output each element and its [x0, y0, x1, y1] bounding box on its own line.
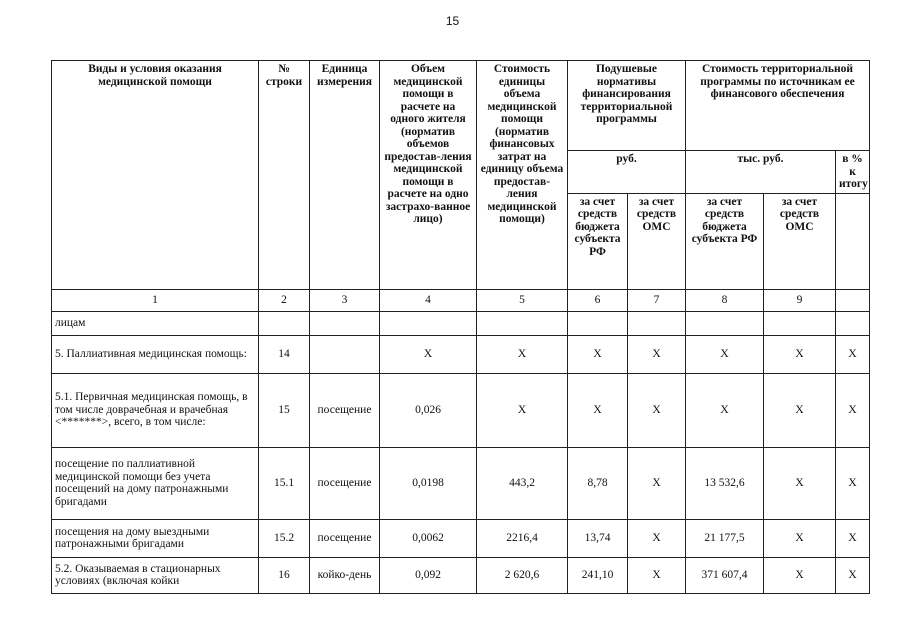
row-unit: посещение: [310, 447, 380, 519]
row-number: 14: [259, 335, 310, 373]
row-c8: X: [764, 557, 836, 593]
table-row: [52, 373, 870, 447]
row-c8: X: [764, 447, 836, 519]
row-c7: 21 177,5: [686, 519, 764, 557]
col-number: 4: [380, 289, 477, 311]
header-oms-rub: за счет средств ОМС: [628, 193, 686, 289]
row-unit: [310, 335, 380, 373]
row-c8: X: [764, 519, 836, 557]
row-number: [259, 311, 310, 335]
row-unit: [310, 311, 380, 335]
row-c7: 371 607,4: [686, 557, 764, 593]
row-cost: [477, 311, 568, 335]
header-program-cost: Стоимость территориальной программы по источникам ее финансового обеспечения: [686, 61, 870, 151]
header-volume: Объем медицинской помощи в расчете на одного жителя (норматив объемов предостав-ления медицинской помощи в расчете на одно застрахо-ванное лицо): [380, 61, 477, 290]
row-cost: X: [477, 335, 568, 373]
header-unit-cost: Стоимость единицы объема медицинской помощи (норматив финансовых затрат на единицу объема предостав-ления медицинской помощи): [477, 61, 568, 290]
col-number: 7: [628, 289, 686, 311]
col-number: 9: [764, 289, 836, 311]
row-c6: X: [628, 373, 686, 447]
header-percent: в % к итогу: [836, 151, 870, 194]
row-volume: 0,0198: [380, 447, 477, 519]
row-number: 16: [259, 557, 310, 593]
row-number: 15.2: [259, 519, 310, 557]
header-rub: руб.: [568, 151, 686, 194]
col-number: 8: [686, 289, 764, 311]
row-name: 5.2. Оказываемая в стационарных условиях (включая койки: [52, 557, 259, 593]
row-c6: X: [628, 519, 686, 557]
col-number: [836, 289, 870, 311]
row-c8: [764, 311, 836, 335]
row-c9: X: [836, 557, 870, 593]
header-thousand-rub: тыс. руб.: [686, 151, 836, 194]
row-c6: [628, 311, 686, 335]
row-c6: X: [628, 335, 686, 373]
row-c7: [686, 311, 764, 335]
header-row-1: [52, 61, 870, 151]
row-c7: X: [686, 373, 764, 447]
row-c6: X: [628, 447, 686, 519]
col-number: 1: [52, 289, 259, 311]
row-volume: 0,092: [380, 557, 477, 593]
col-number: 6: [568, 289, 628, 311]
header-budget-rub: за счет средств бюджета субъекта РФ: [568, 193, 628, 289]
column-numbers-row: [52, 289, 870, 311]
row-c8: X: [764, 373, 836, 447]
row-c9: X: [836, 335, 870, 373]
row-cost: 2216,4: [477, 519, 568, 557]
row-number: 15.1: [259, 447, 310, 519]
row-c6: X: [628, 557, 686, 593]
page-number: 15: [445, 14, 460, 28]
row-unit: койко-день: [310, 557, 380, 593]
row-c5: [568, 311, 628, 335]
row-name: 5. Паллиативная медицинская помощь:: [52, 335, 259, 373]
header-per-capita-norms: Подушевые нормативы финансирования территориальной программы: [568, 61, 686, 151]
row-c5: 8,78: [568, 447, 628, 519]
col-number: 5: [477, 289, 568, 311]
table-row: [52, 447, 870, 519]
row-name: посещения на дому выездными патронажными бригадами: [52, 519, 259, 557]
row-name: посещение по паллиативной медицинской помощи без учета посещений на дому патронажными бригадами: [52, 447, 259, 519]
table-row: [52, 335, 870, 373]
row-unit: посещение: [310, 373, 380, 447]
header-empty-percent: [836, 193, 870, 289]
header-type: Виды и условия оказания медицинской помощи: [52, 61, 259, 290]
row-c9: [836, 311, 870, 335]
row-volume: [380, 311, 477, 335]
row-c9: X: [836, 519, 870, 557]
table-row: [52, 557, 870, 593]
header-row-number: № строки: [259, 61, 310, 290]
row-c9: X: [836, 447, 870, 519]
row-unit: посещение: [310, 519, 380, 557]
row-c8: X: [764, 335, 836, 373]
row-number: 15: [259, 373, 310, 447]
header-oms-thousand: за счет средств ОМС: [764, 193, 836, 289]
row-c7: X: [686, 335, 764, 373]
row-cost: 443,2: [477, 447, 568, 519]
row-c9: X: [836, 373, 870, 447]
header-unit: Единица измерения: [310, 61, 380, 290]
row-volume: X: [380, 335, 477, 373]
col-number: 2: [259, 289, 310, 311]
financing-table: [51, 60, 870, 594]
row-volume: 0,0062: [380, 519, 477, 557]
row-cost: 2 620,6: [477, 557, 568, 593]
header-budget-thousand: за счет средств бюджета субъекта РФ: [686, 193, 764, 289]
table-row: [52, 311, 870, 335]
row-c7: 13 532,6: [686, 447, 764, 519]
row-c5: 241,10: [568, 557, 628, 593]
row-name: лицам: [52, 311, 259, 335]
row-c5: X: [568, 373, 628, 447]
row-volume: 0,026: [380, 373, 477, 447]
row-name: 5.1. Первичная медицинская помощь, в том числе доврачебная и врачебная <*******>, всего, в том числе:: [52, 373, 259, 447]
table-row: [52, 519, 870, 557]
row-c5: X: [568, 335, 628, 373]
col-number: 3: [310, 289, 380, 311]
row-cost: X: [477, 373, 568, 447]
row-c5: 13,74: [568, 519, 628, 557]
